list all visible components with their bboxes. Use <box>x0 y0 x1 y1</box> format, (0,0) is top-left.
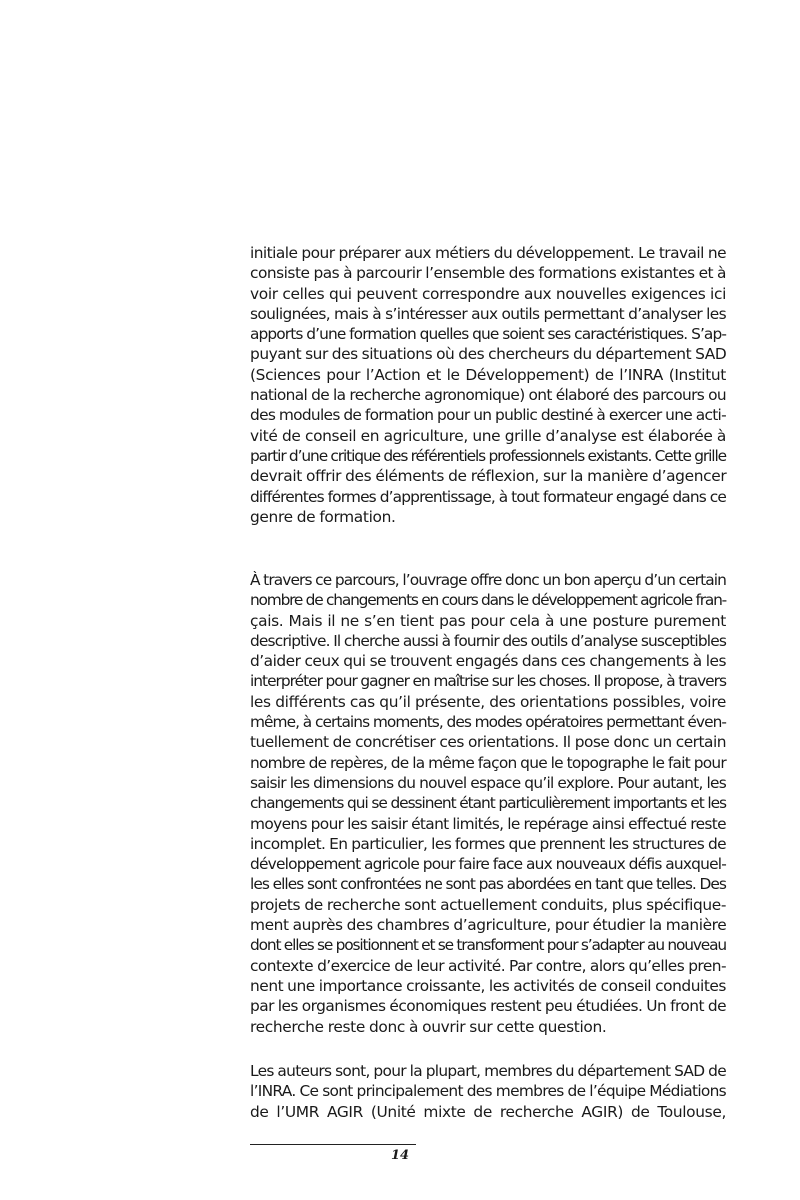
text-line: voir celles qui peuvent correspondre aux nouvelles exigences ici <box>250 284 726 303</box>
paragraph-3 <box>250 1061 726 1122</box>
text-line: l’INRA. Ce sont principalement des membres de l’équipe Médiations <box>250 1082 726 1101</box>
text-line: nombre de repères, de la même façon que le topographe le fait pour <box>250 753 726 772</box>
text-line: genre de formation. <box>250 507 396 526</box>
text-line: changements qui se dessinent étant particulièrement importants et les <box>250 794 726 813</box>
text-line: descriptive. Il cherche aussi à fournir des outils d’analyse susceptibles <box>250 631 726 650</box>
text-line: soulignées, mais à s’intéresser aux outils permettant d’analyser les <box>250 304 726 323</box>
text-line: par les organismes économiques restent peu étudiées. Un front de <box>250 997 726 1016</box>
text-line: nent une importance croissante, les activités de conseil conduites <box>250 976 726 995</box>
page-number: 14 <box>390 1148 410 1163</box>
text-line: d’aider ceux qui se trouvent engagés dans ces changements à les <box>250 652 726 671</box>
text-line: dont elles se positionnent et se transforment pour s’adapter au nouveau <box>250 936 726 955</box>
text-line: puyant sur des situations où des chercheurs du département SAD <box>250 345 727 364</box>
text-line: partir d’une critique des référentiels professionnels existants. Cette grille <box>250 446 726 465</box>
text-line: recherche reste donc à ouvrir sur cette question. <box>250 1017 607 1036</box>
text-line: même, à certains moments, des modes opératoires permettant éven- <box>250 713 726 732</box>
text-line: interpréter pour gagner en maîtrise sur les choses. Il propose, à travers <box>250 672 726 691</box>
text-line: de l’UMR AGIR (Unité mixte de recherche AGIR) de Toulouse, <box>250 1102 726 1121</box>
text-line: différentes formes d’apprentissage, à tout formateur engagé dans ce <box>250 487 726 506</box>
text-line: saisir les dimensions du nouvel espace qu’il explore. Pour autant, les <box>250 773 726 792</box>
text-line: développement agricole pour faire face aux nouveaux défis auxquel- <box>250 855 726 874</box>
text-line: çais. Mais il ne s’en tient pas pour cela à une posture purement <box>250 611 726 630</box>
text-line: consiste pas à parcourir l’ensemble des formations existantes et à <box>250 264 726 283</box>
text-line: ment auprès des chambres d’agriculture, pour étudier la manière <box>250 916 727 935</box>
text-line: projets de recherche sont actuellement conduits, plus spécifique- <box>250 895 726 914</box>
text-line: national de la recherche agronomique) ont élaboré des parcours ou <box>250 386 726 405</box>
text-line: tuellement de concrétiser ces orientations. Il pose donc un certain <box>250 733 726 752</box>
footnote-divider <box>250 1144 416 1145</box>
text-line: apports d’une formation quelles que soient ses caractéristiques. S’ap- <box>250 325 726 344</box>
text-line: vité de conseil en agriculture, une grille d’analyse est élaborée à <box>250 426 726 445</box>
text-line: devrait offrir des éléments de réflexion, sur la manière d’agencer <box>250 467 727 486</box>
text-line: les elles sont confrontées ne sont pas abordées en tant que telles. Des <box>250 875 726 894</box>
text-line: (Sciences pour l’Action et le Développement) de l’INRA (Institut <box>250 365 726 384</box>
paragraph-1 <box>250 243 726 527</box>
text-line: des modules de formation pour un public destiné à exercer une acti- <box>250 406 726 425</box>
text-line: Les auteurs sont, pour la plupart, membres du département SAD de <box>250 1062 726 1080</box>
paragraph-2 <box>250 570 726 1037</box>
text-line: les différents cas qu’il présente, des orientations possibles, voire <box>250 692 726 711</box>
text-line: moyens pour les saisir étant limités, le repérage ainsi effectué reste <box>250 814 726 833</box>
text-line: initiale pour préparer aux métiers du développement. Le travail ne <box>250 244 726 262</box>
text-line: contexte d’exercice de leur activité. Par contre, alors qu’elles pren- <box>250 956 726 975</box>
text-line: incomplet. En particulier, les formes que prennent les structures de <box>250 834 726 853</box>
text-line: À travers ce parcours, l’ouvrage offre donc un bon aperçu d’un certain <box>250 571 726 589</box>
text-line: nombre de changements en cours dans le développement agricole fran- <box>250 591 726 610</box>
